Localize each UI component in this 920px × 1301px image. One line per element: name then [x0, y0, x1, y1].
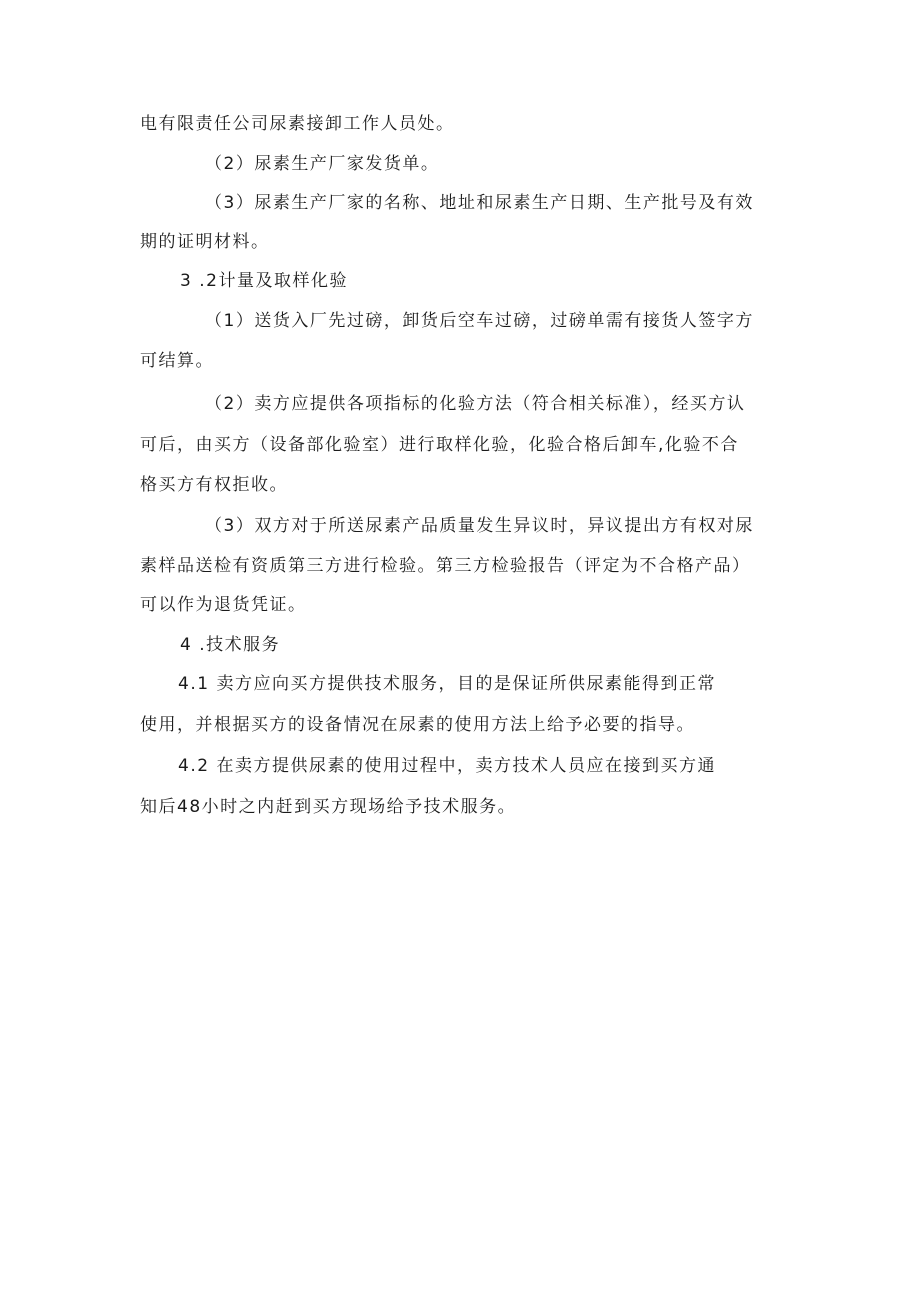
section-heading: 3 .2计量及取样化验 [180, 271, 348, 291]
text-line: 可后，由买方（设备部化验室）进行取样化验，化验合格后卸车,化验不合 [140, 435, 739, 455]
text-line: （2）卖方应提供各项指标的化验方法（符合相关标准），经买方认 [205, 394, 746, 414]
text-line: 4.2 在卖方提供尿素的使用过程中，卖方技术人员应在接到买方通 [178, 756, 716, 776]
text-line: 电有限责任公司尿素接卸工作人员处。 [140, 114, 455, 134]
text-line: 期的证明材料。 [140, 232, 270, 252]
text-line: 可以作为退货凭证。 [140, 595, 307, 615]
text-line: 知后48小时之内赶到买方现场给予技术服务。 [140, 797, 517, 817]
text-line: （1）送货入厂先过磅，卸货后空车过磅，过磅单需有接货人签字方 [205, 311, 754, 331]
text-line: （3）尿素生产厂家的名称、地址和尿素生产日期、生产批号及有效 [205, 193, 754, 213]
text-line: （3）双方对于所送尿素产品质量发生异议时，异议提出方有权对尿 [205, 516, 754, 536]
text-line: 素样品送检有资质第三方进行检验。第三方检验报告（评定为不合格产品） [140, 556, 751, 576]
section-heading: 4 .技术服务 [180, 635, 281, 655]
text-line: 使用，并根据买方的设备情况在尿素的使用方法上给予必要的指导。 [140, 715, 695, 735]
text-line: （2）尿素生产厂家发货单。 [205, 154, 440, 174]
text-line: 可结算。 [140, 351, 214, 371]
text-line: 4.1 卖方应向买方提供技术服务，目的是保证所供尿素能得到正常 [178, 674, 716, 694]
text-line: 格买方有权拒收。 [140, 475, 288, 495]
